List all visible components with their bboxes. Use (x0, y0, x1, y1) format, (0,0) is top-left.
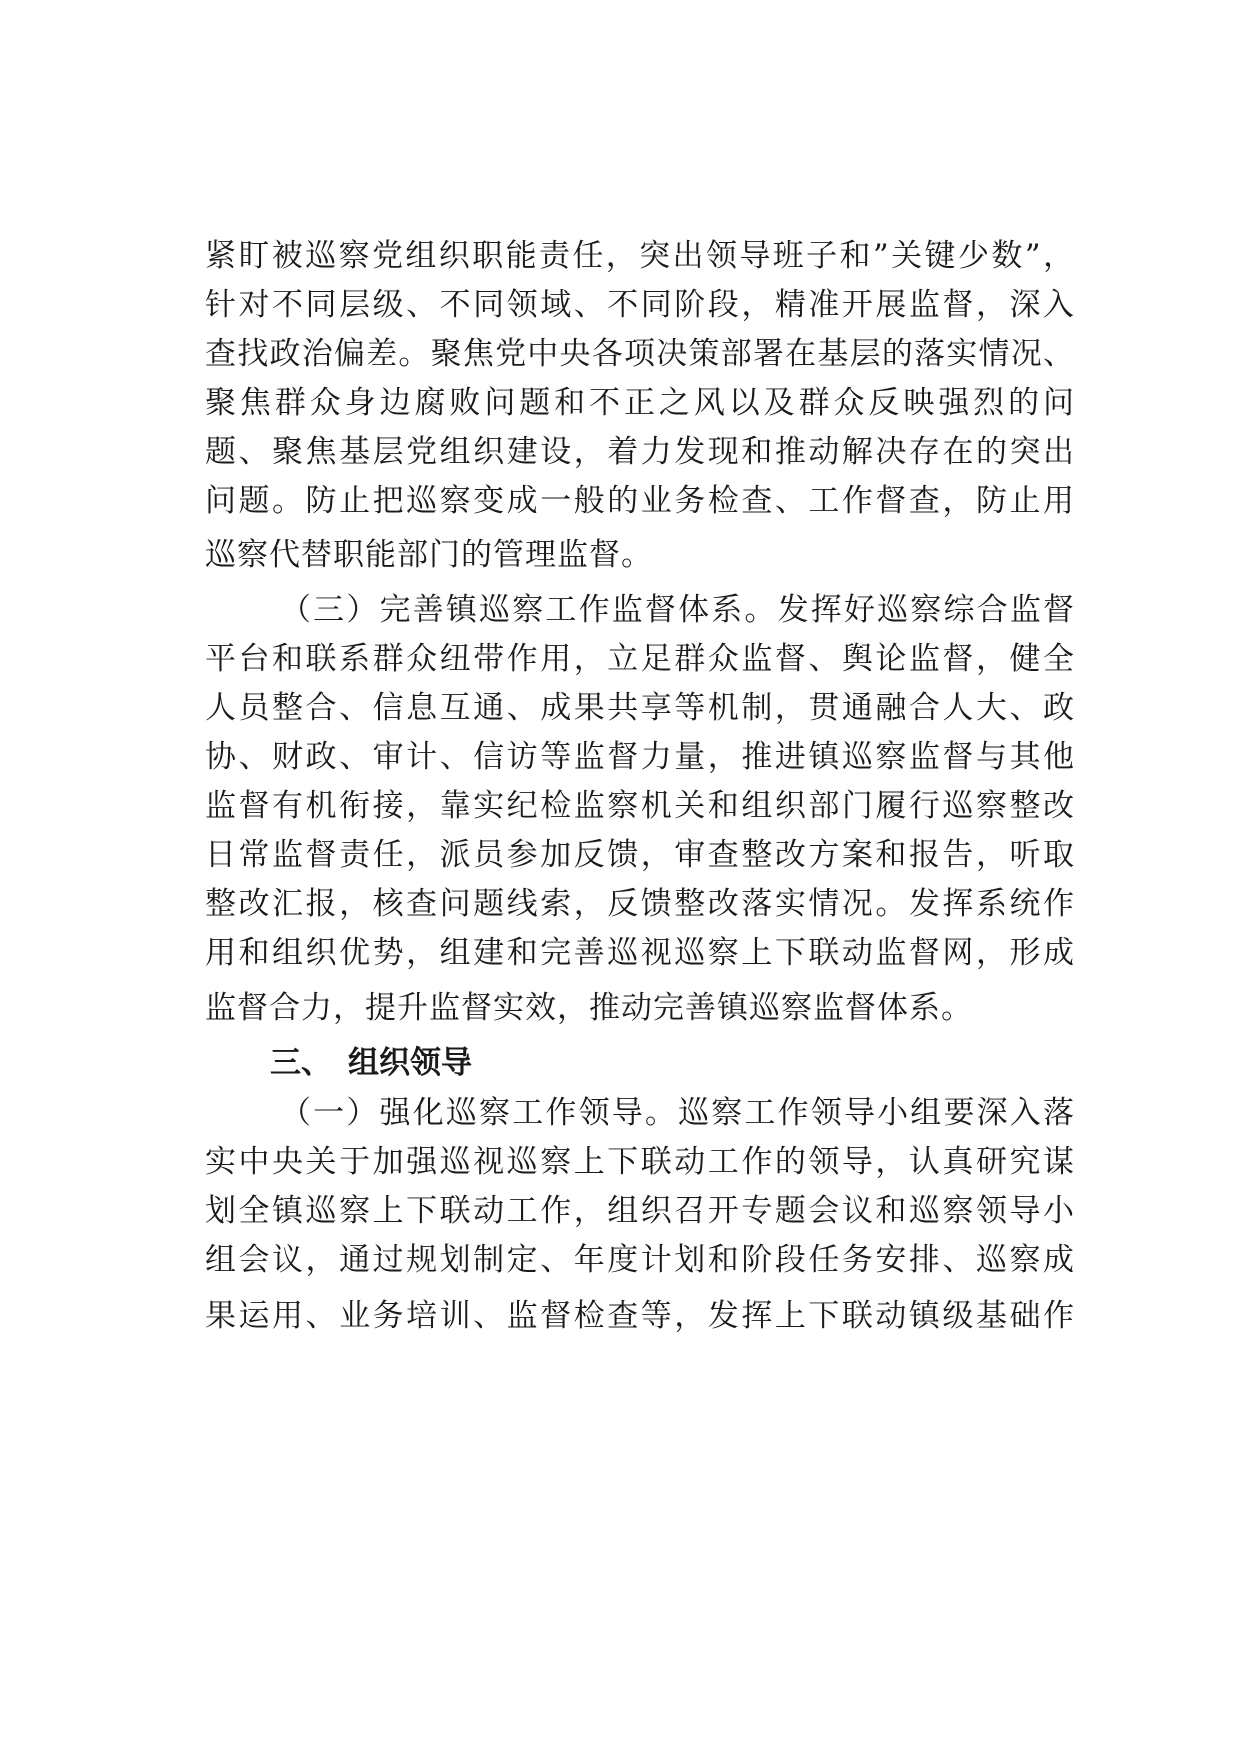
text-line: 划全镇巡察上下联动工作，组织召开专题会议和巡察领导小 (205, 1193, 1075, 1229)
text-line: 巡察代替职能部门的管理监督。 (205, 537, 653, 573)
paragraph-first-line: （三）完善镇巡察工作监督体系。发挥好巡察综合监督 (280, 592, 1075, 628)
section-title: 组织领导 (348, 1045, 472, 1081)
text-line: 协、财政、审计、信访等监督力量，推进镇巡察监督与其他 (205, 739, 1075, 775)
text-line: 聚焦群众身边腐败问题和不正之风以及群众反映强烈的问 (205, 385, 1075, 421)
text-line: 整改汇报，核查问题线索，反馈整改落实情况。发挥系统作 (205, 886, 1075, 922)
section-heading (270, 1043, 472, 1083)
text-line: 果运用、业务培训、监督检查等，发挥上下联动镇级基础作 (205, 1298, 1075, 1334)
text-line: 平台和联系群众纽带作用，立足群众监督、舆论监督，健全 (205, 641, 1075, 677)
text-line: 问题。防止把巡察变成一般的业务检查、工作督查，防止用 (205, 483, 1075, 519)
text-line: 组会议，通过规划制定、年度计划和阶段任务安排、巡察成 (205, 1242, 1075, 1278)
text-line: 用和组织优势，组建和完善巡视巡察上下联动监督网，形成 (205, 935, 1075, 971)
text-line: 监督有机衔接，靠实纪检监察机关和组织部门履行巡察整改 (205, 788, 1075, 824)
text-line: 题、聚焦基层党组织建设，着力发现和推动解决存在的突出 (205, 434, 1075, 470)
text-line: 人员整合、信息互通、成果共享等机制，贯通融合人大、政 (205, 690, 1075, 726)
text-line: 日常监督责任，派员参加反馈，审查整改方案和报告，听取 (205, 837, 1075, 873)
text-line: 查找政治偏差。聚焦党中央各项决策部署在基层的落实情况、 (205, 336, 1075, 372)
text-line: 针对不同层级、不同领域、不同阶段，精准开展监督，深入 (205, 287, 1075, 323)
text-line: 监督合力，提升监督实效，推动完善镇巡察监督体系。 (205, 990, 973, 1026)
paragraph-first-line: （一）强化巡察工作领导。巡察工作领导小组要深入落 (280, 1095, 1075, 1131)
text-line: 紧盯被巡察党组织职能责任，突出领导班子和”关键少数”， (205, 238, 1075, 274)
section-number: 三、 (270, 1045, 332, 1081)
text-line: 实中央关于加强巡视巡察上下联动工作的领导，认真研究谋 (205, 1144, 1075, 1180)
